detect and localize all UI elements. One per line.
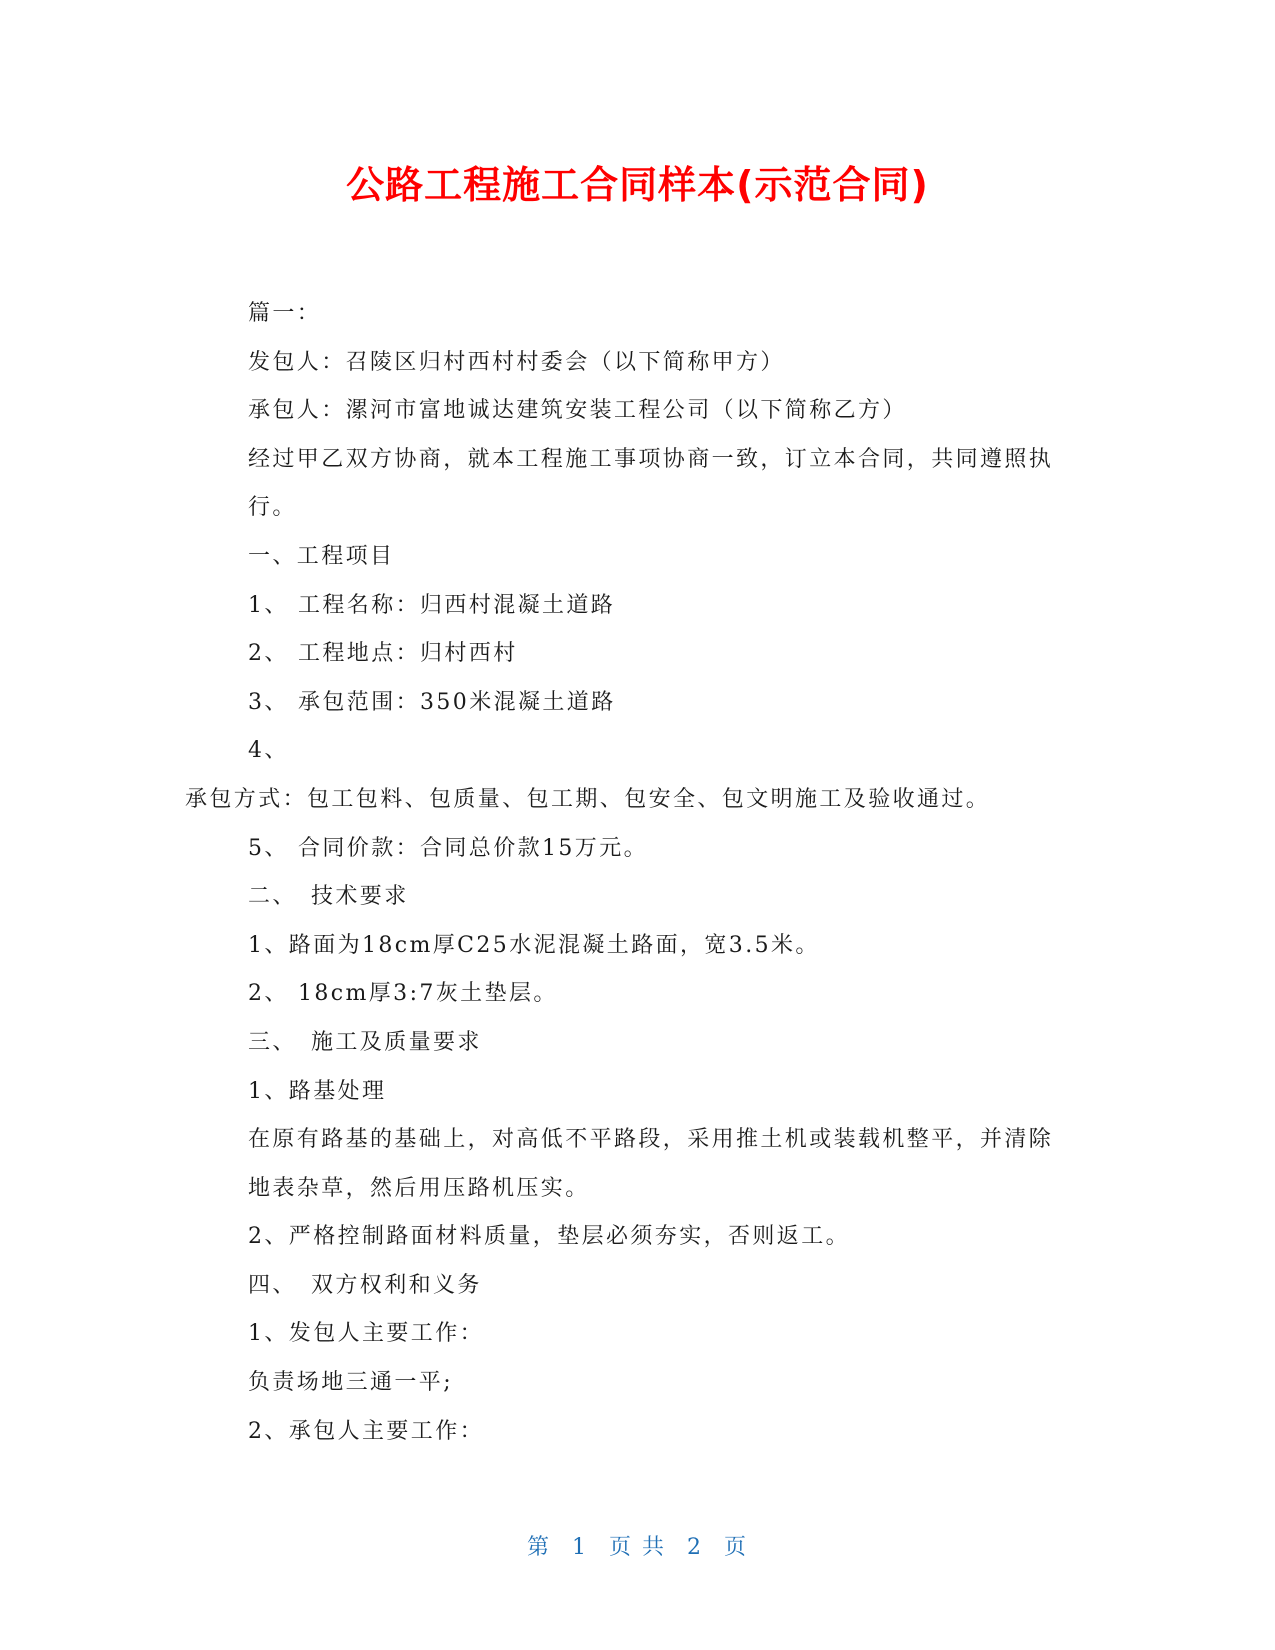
footer-total-pages: 2 <box>687 1535 703 1560</box>
list-text: 18cm厚3:7灰土垫层。 <box>298 981 558 1007</box>
paragraph-employer-duties: 1、发包人主要工作： <box>248 1321 484 1347</box>
paragraph-subgrade: 1、路基处理 <box>248 1078 387 1104</box>
paragraph-contractor: 承包人：漯河市富地诚达建筑安装工程公司（以下简称乙方） <box>248 398 907 424</box>
paragraph-contractor-duties: 2、承包人主要工作： <box>248 1418 484 1444</box>
paragraph-site-prep: 负责场地三通一平; <box>248 1370 454 1396</box>
list-text: 合同价款：合同总价款15万元。 <box>298 835 648 861</box>
list-text: 工程地点：归村西村 <box>298 641 518 667</box>
heading-number: 二、 <box>248 884 297 910</box>
paragraph-employer: 发包人：召陵区归村西村村委会（以下简称甲方） <box>248 349 785 375</box>
list-number: 1、 <box>248 592 289 618</box>
list-item-scope <box>185 679 1065 728</box>
list-number: 2、 <box>248 981 289 1007</box>
list-text: 承包范围：350米混凝土道路 <box>298 689 616 715</box>
heading-construction <box>185 1019 1065 1068</box>
list-item-project-name <box>185 582 1065 631</box>
footer-page-number: 1 <box>572 1535 588 1560</box>
list-item-cushion <box>185 970 1065 1019</box>
paragraph-material-quality: 2、严格控制路面材料质量，垫层必须夯实，否则返工。 <box>248 1224 850 1250</box>
footer-middle: 页 共 <box>609 1535 666 1560</box>
list-number: 4、 <box>248 738 289 764</box>
list-item-4-number <box>185 727 1065 776</box>
heading-text: 技术要求 <box>311 884 409 910</box>
footer-prefix: 第 <box>526 1535 551 1560</box>
list-number: 2、 <box>248 641 289 667</box>
list-item-project-location <box>185 630 1065 679</box>
document-title: 公路工程施工合同样本(示范合同) <box>346 163 929 207</box>
paragraph-agreement: 经过甲乙双方协商，就本工程施工事项协商一致，订立本合同，共同遵照执行。 <box>248 446 1054 521</box>
page-footer <box>0 1530 1275 1561</box>
heading-number: 四、 <box>248 1272 297 1298</box>
paragraph-section-label: 篇一： <box>248 301 322 326</box>
heading-rights <box>185 1262 1065 1311</box>
heading-technical <box>185 873 1065 922</box>
heading-text: 施工及质量要求 <box>311 1029 482 1055</box>
footer-suffix: 页 <box>724 1535 749 1560</box>
list-number: 3、 <box>248 689 289 715</box>
list-item-price <box>185 825 1065 874</box>
document-body <box>185 290 1065 1456</box>
heading-number: 三、 <box>248 1029 297 1055</box>
list-number: 5、 <box>248 835 289 861</box>
paragraph-contract-method: 承包方式：包工包料、包质量、包工期、包安全、包文明施工及验收通过。 <box>185 786 991 812</box>
list-text: 工程名称：归西村混凝土道路 <box>298 592 616 618</box>
heading-text: 双方权利和义务 <box>311 1272 482 1298</box>
paragraph-subgrade-detail: 在原有路基的基础上，对高低不平路段，采用推土机或装载机整平，并清除地表杂草，然后用压路机压实。 <box>248 1127 1054 1201</box>
heading-project: 一、工程项目 <box>248 543 395 569</box>
paragraph-pavement: 1、路面为18cm厚C25水泥混凝土路面，宽3.5米。 <box>248 932 820 958</box>
